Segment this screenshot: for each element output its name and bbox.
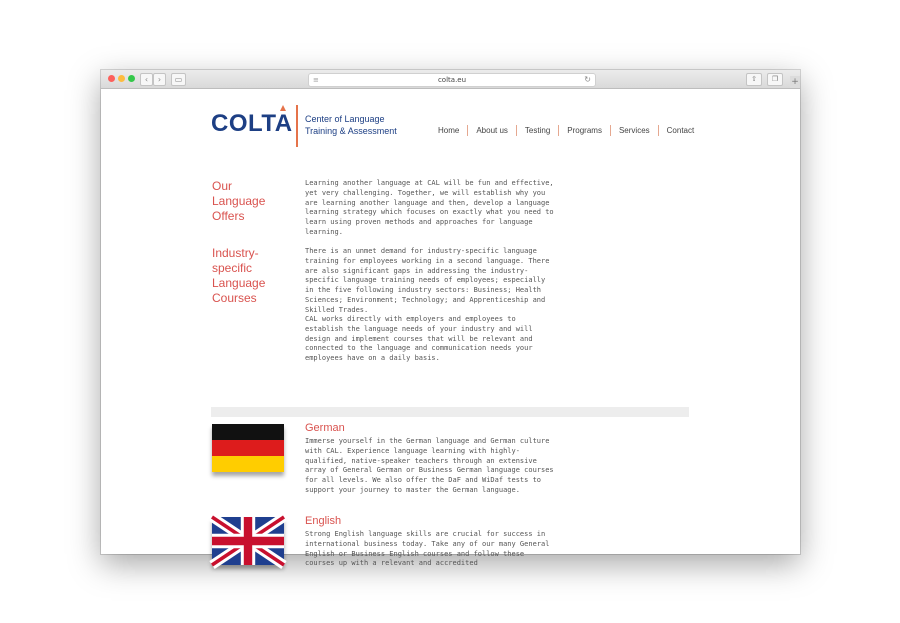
tabs-icon[interactable]: ❐ bbox=[767, 73, 783, 86]
german-text: Immerse yourself in the German language and German culture with CAL. Experience language learning with highly-qualified, native-speaker teachers through an extensive array of General German or Business German language courses for all levels. We also offer the DaF and WiDaf tests to support your journey to master the German language. bbox=[305, 437, 554, 494]
offers-text: Learning another language at CAL will be fun and effective, yet very challenging. Together, we will establish why you are learning another language and then, develop a language learning strategy which focuses on exactly what you need to learn using proven methods and approaches for language learning. bbox=[305, 179, 554, 236]
browser-toolbar bbox=[101, 70, 800, 89]
url-text: colta.eu bbox=[437, 76, 467, 84]
nav-about-us[interactable]: About us bbox=[467, 125, 516, 136]
site-tagline bbox=[305, 113, 397, 137]
nav-contact[interactable]: Contact bbox=[658, 125, 703, 136]
german-title[interactable]: German bbox=[305, 422, 345, 434]
industry-text: There is an unmet demand for industry-specific language training for employees working in a second language. There are also significant gaps in addressing the industry-specific language training needs of employees; especially in the five following industry sectors: Business; Health Sciences; Environment; Technology; and Apprenticeship and Skilled Trades. bbox=[305, 247, 550, 314]
industry-heading-line: Courses bbox=[212, 291, 257, 305]
industry-heading-line: Language bbox=[212, 276, 266, 290]
forward-button[interactable]: › bbox=[153, 73, 166, 86]
offers-heading bbox=[212, 179, 282, 224]
industry-heading bbox=[212, 246, 282, 306]
nav-home[interactable]: Home bbox=[438, 126, 460, 135]
german-flag-icon bbox=[212, 424, 284, 472]
close-window-button[interactable] bbox=[108, 75, 115, 82]
offers-heading-line: Our bbox=[212, 179, 233, 193]
reader-icon[interactable]: ≡ bbox=[313, 76, 319, 84]
zoom-window-button[interactable] bbox=[128, 75, 135, 82]
new-tab-icon[interactable]: + bbox=[791, 77, 799, 87]
nav-services[interactable]: Services bbox=[610, 125, 658, 136]
tagline-line-2: Training & Assessment bbox=[305, 126, 397, 136]
logo-divider bbox=[296, 105, 298, 147]
tagline-line-1: Center of Language bbox=[305, 114, 385, 124]
minimize-window-button[interactable] bbox=[118, 75, 125, 82]
industry-text-2: CAL works directly with employers and employees to establish the language needs of your industry and will design and implement courses that will be relevant and connected to the language and communication needs your employees have on a daily basis. bbox=[305, 315, 533, 363]
site-logo[interactable]: COLTA bbox=[211, 110, 293, 137]
uk-flag-icon bbox=[212, 517, 284, 565]
share-icon[interactable]: ⇧ bbox=[746, 73, 762, 86]
industry-heading-line: specific bbox=[212, 261, 253, 275]
sidebar-toggle-icon[interactable]: ▭ bbox=[171, 73, 186, 86]
uk-flag-graphic bbox=[212, 517, 284, 565]
reload-icon[interactable]: ↻ bbox=[584, 75, 591, 84]
english-title[interactable]: English bbox=[305, 515, 342, 527]
browser-window bbox=[101, 70, 800, 568]
industry-heading-line: Industry- bbox=[212, 246, 259, 260]
address-bar[interactable] bbox=[308, 73, 596, 87]
main-nav bbox=[430, 125, 702, 136]
english-text: Strong English language skills are crucial for success in international business today. Take any of our many General English or Business English courses and follow these courses up with a relevant and accredited bbox=[305, 530, 550, 568]
offers-heading-line: Language bbox=[212, 194, 266, 208]
offers-heading-line: Offers bbox=[212, 209, 245, 223]
nav-testing[interactable]: Testing bbox=[516, 125, 558, 136]
back-button[interactable]: ‹ bbox=[140, 73, 153, 86]
logo-accent-icon bbox=[280, 105, 286, 111]
web-page bbox=[101, 89, 800, 568]
section-divider bbox=[211, 407, 689, 417]
nav-programs[interactable]: Programs bbox=[558, 125, 610, 136]
